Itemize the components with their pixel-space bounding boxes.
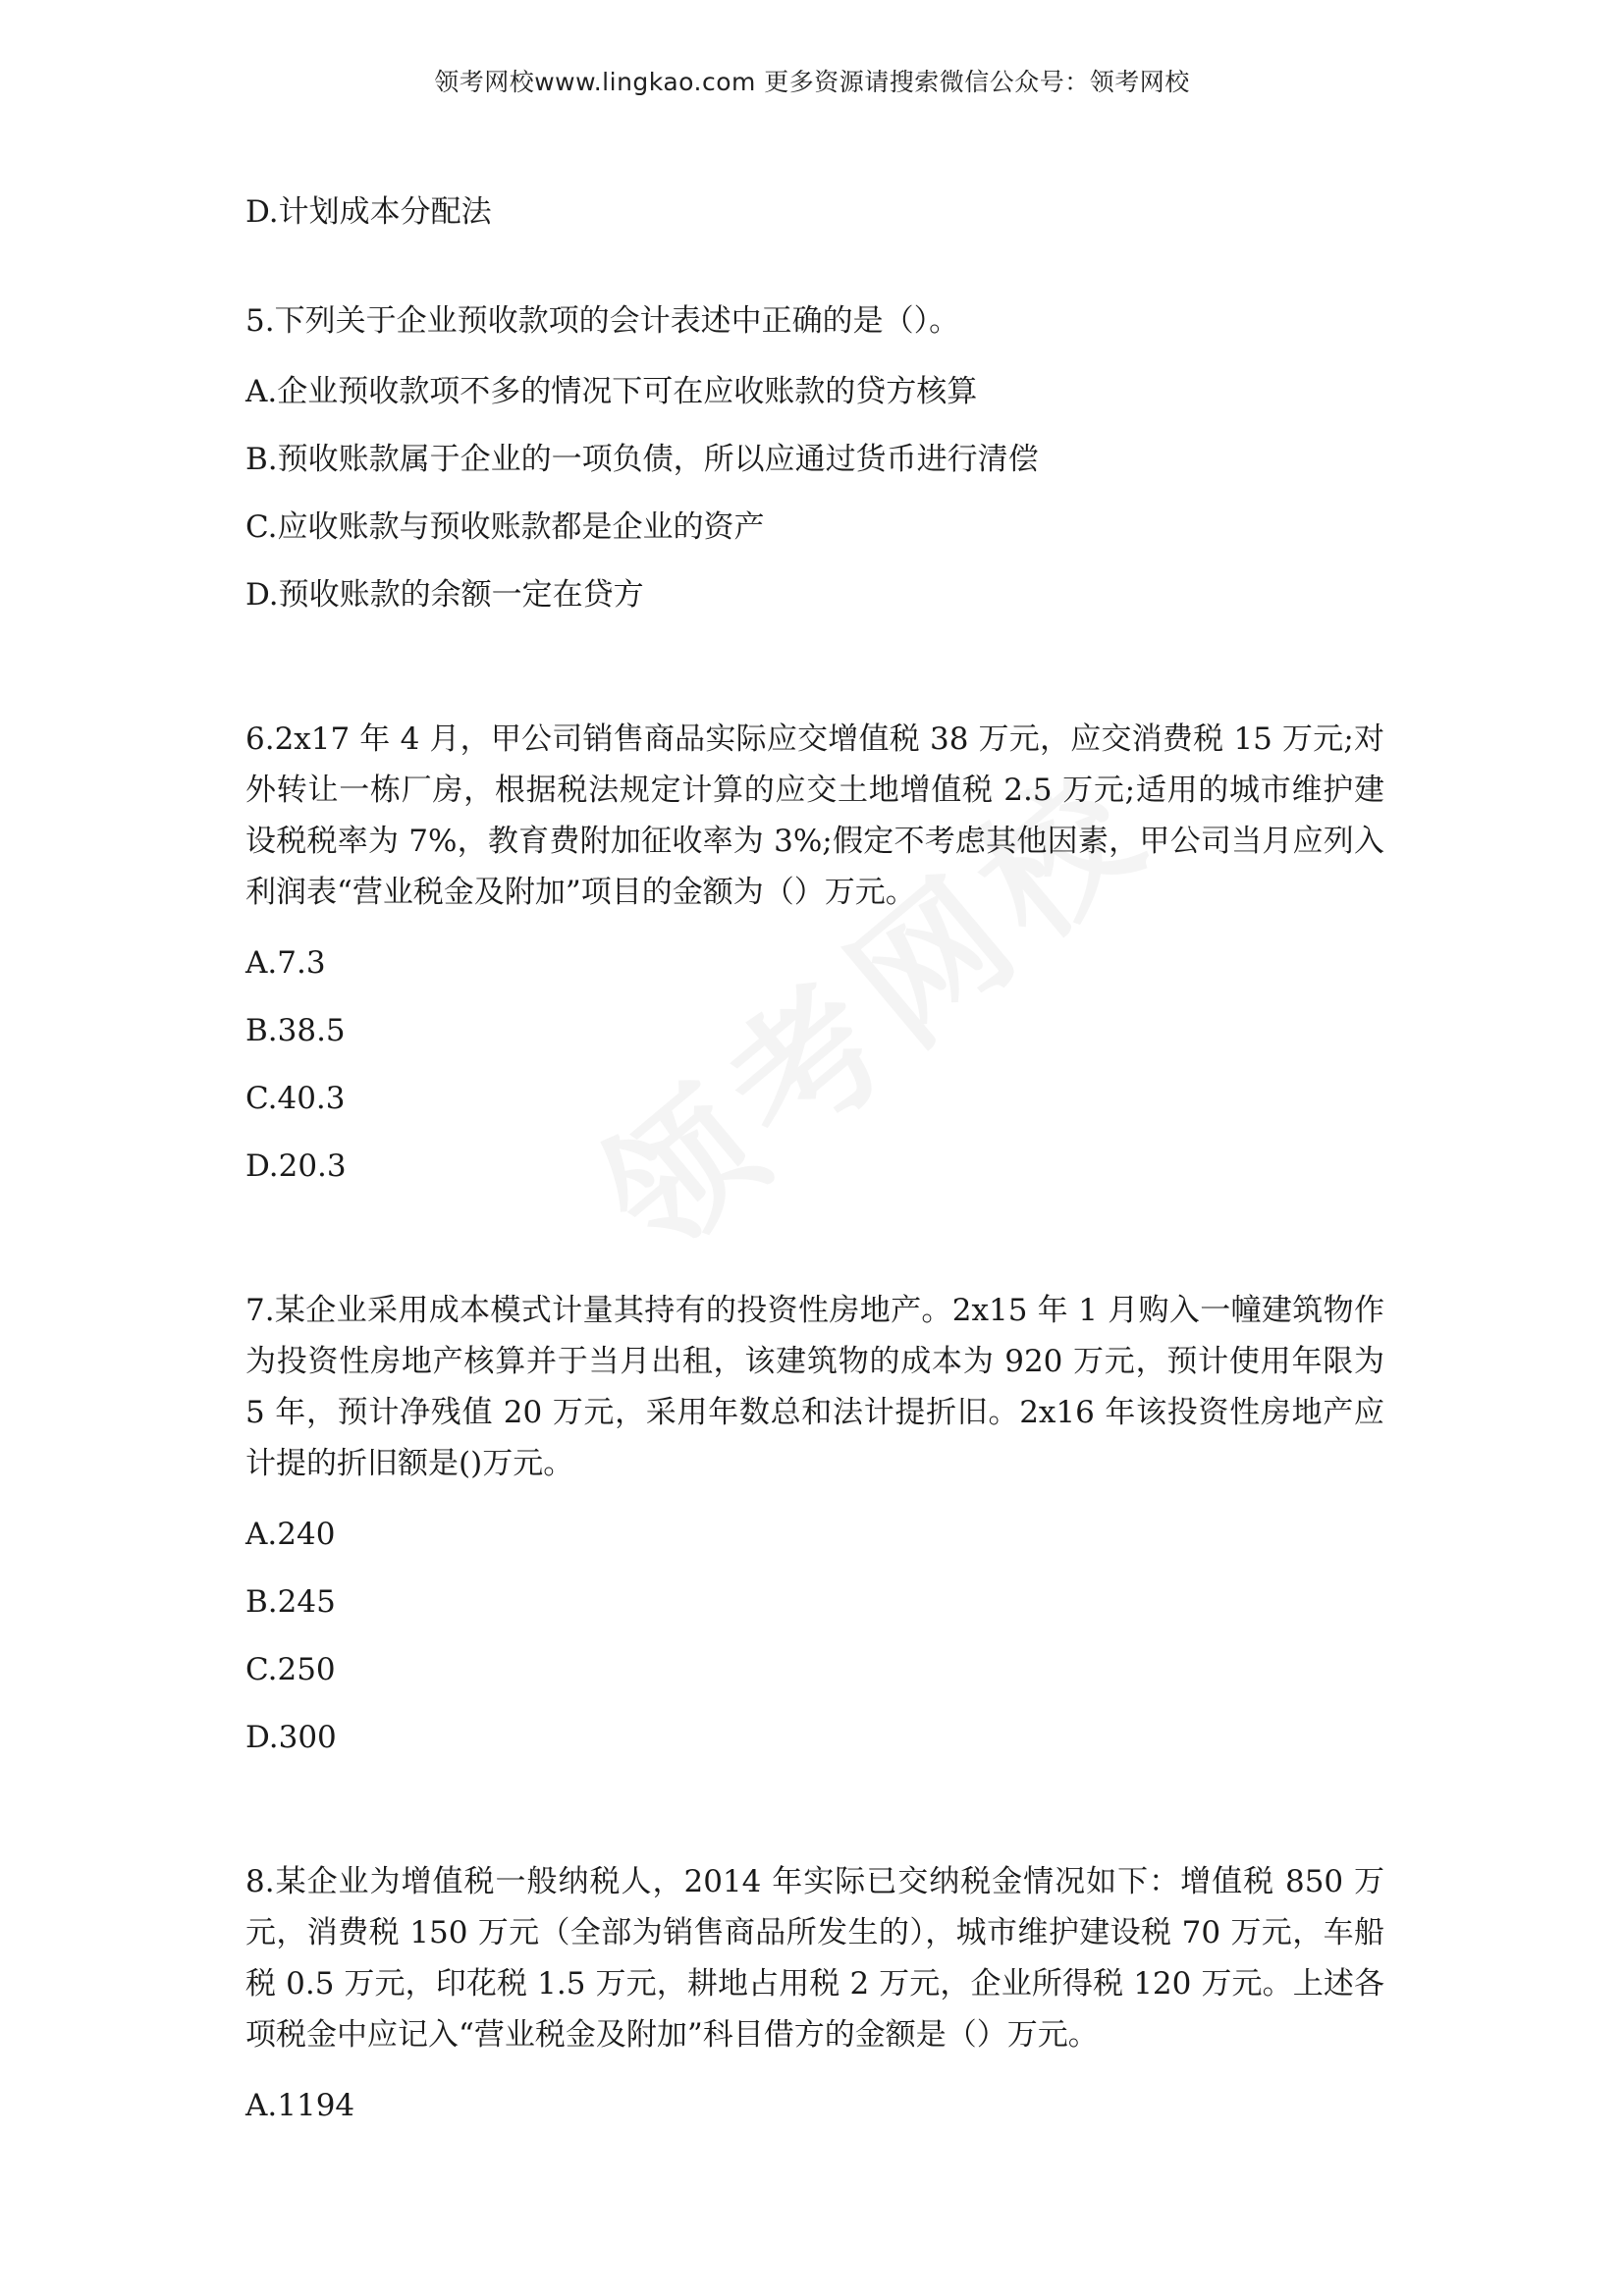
- question-5: [245, 295, 1384, 615]
- option-c: C.应收账款与预收账款都是企业的资产: [245, 509, 765, 545]
- option-a: A.1194: [245, 2088, 355, 2123]
- option-b: B.245: [245, 1584, 336, 1620]
- option-a: A.企业预收款项不多的情况下可在应收账款的贷方核算: [245, 374, 978, 409]
- question-7: [245, 1285, 1384, 1758]
- question-stem: 7.某企业采用成本模式计量其持有的投资性房地产。2x15 年 1 月购入一幢建筑物作为投资性房地产核算并于当月出租，该建筑物的成本为 920 万元，预计使用年限为 5 年，预计净残值 20 万元，采用年数总和法计提折旧。2x16 年该投资性房地产应计提的折旧额是()万元。: [245, 1293, 1384, 1481]
- question-8: [245, 1856, 1384, 2126]
- page-header: 领考网校www.lingkao.com 更多资源请搜索微信公众号：领考网校: [434, 68, 1190, 96]
- option-b: B.38.5: [245, 1013, 346, 1048]
- option-b: B.预收账款属于企业的一项负债，所以应通过货币进行清偿: [245, 442, 1039, 477]
- option-d: D.300: [245, 1720, 337, 1755]
- document-body: [245, 192, 1384, 2154]
- question-6: [245, 714, 1384, 1187]
- question-stem: 6.2x17 年 4 月，甲公司销售商品实际应交增值税 38 万元，应交消费税 15 万元;对外转让一栋厂房，根据税法规定计算的应交土地增值税 2.5 万元;适用的城市维护建设税税率为 7%，教育费附加征收率为 3%;假定不考虑其他因素，甲公司当月应列入利润表“营业税金及附加”项目的金额为（）万元。: [245, 721, 1384, 910]
- option-d: D.20.3: [245, 1148, 347, 1184]
- prev-option: D.计划成本分配法: [245, 194, 492, 230]
- option-a: A.7.3: [245, 945, 326, 981]
- question-stem: 8.某企业为增值税一般纳税人，2014 年实际已交纳税金情况如下：增值税 850 万元，消费税 150 万元（全部为销售商品所发生的），城市维护建设税 70 万元，车船税 0.5 万元，印花税 1.5 万元，耕地占用税 2 万元，企业所得税 120 万元。上述各项税金中应记入“营业税金及附加”科目借方的金额是（）万元。: [245, 1864, 1384, 2053]
- option-c: C.40.3: [245, 1081, 346, 1116]
- option-d: D.预收账款的余额一定在贷方: [245, 577, 644, 613]
- option-c: C.250: [245, 1652, 336, 1687]
- question-stem: 5.下列关于企业预收款项的会计表述中正确的是（）。: [245, 303, 960, 339]
- option-a: A.240: [245, 1517, 336, 1552]
